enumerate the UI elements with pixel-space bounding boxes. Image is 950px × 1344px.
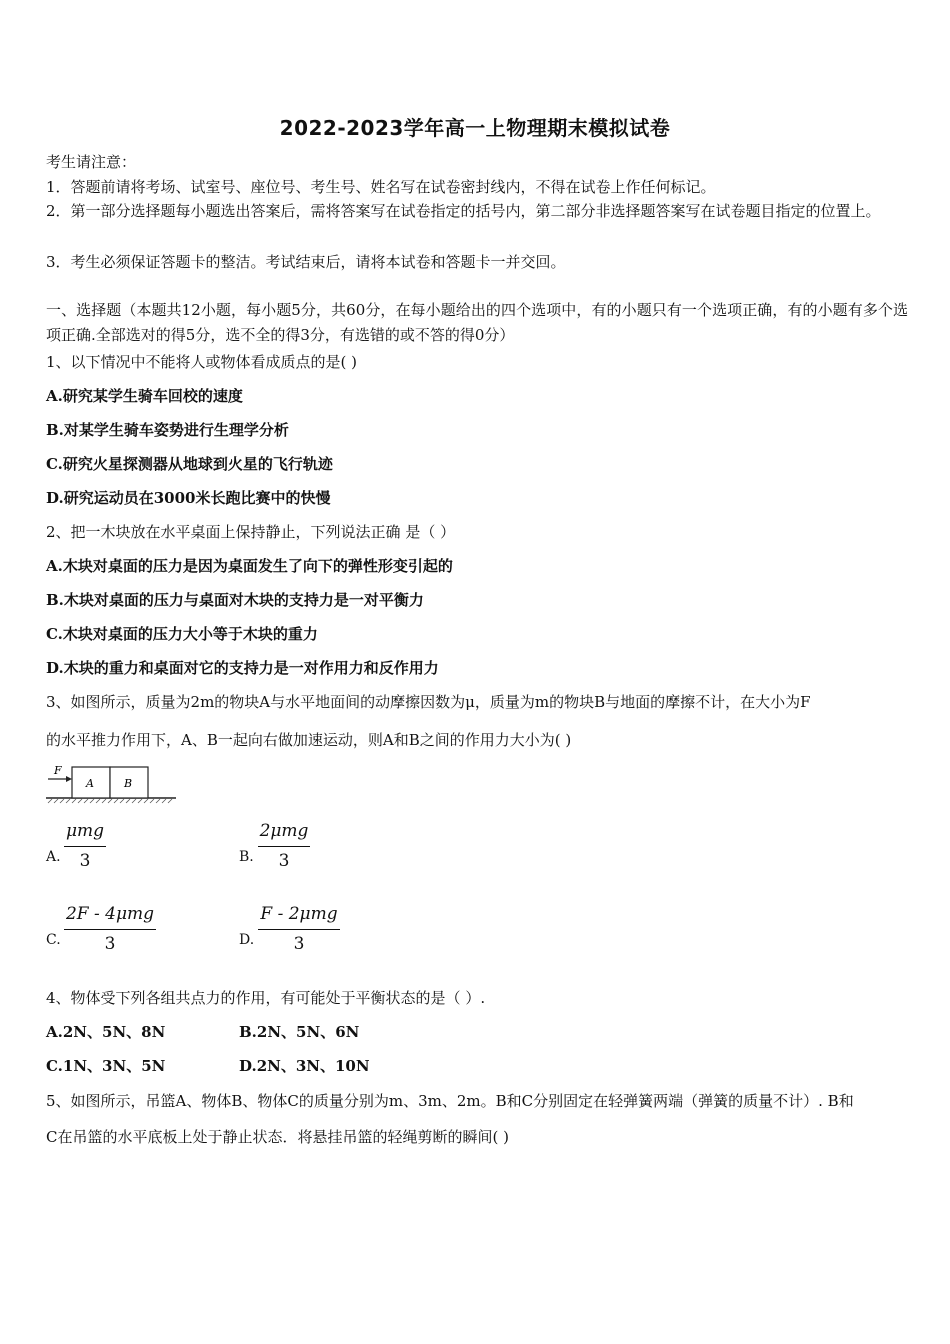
q4-option-d: D.2N、3N、10N xyxy=(239,1057,370,1075)
blocks-figure xyxy=(44,762,178,806)
section-heading: 一、选择题（本题共12小题，每小题5分，共60分，在每小题给出的四个选项中，有的小题只有一个选项正确，有的小题有多个选项正确.全部选对的得5分，选不全的得3分，有选错的或不答的得0分） xyxy=(46,301,908,344)
q2-option-d: D.木块的重力和桌面对它的支持力是一对作用力和反作用力 xyxy=(46,659,439,677)
q2-option-a: A.木块对桌面的压力是因为桌面发生了向下的弹性形变引起的 xyxy=(46,557,453,575)
q3-stem-line2: 的水平推力作用下，A、B一起向右做加速运动，则A和B之间的作用力大小为( ) xyxy=(46,731,572,749)
q2-option-b: B.木块对桌面的压力与桌面对木块的支持力是一对平衡力 xyxy=(46,591,424,609)
q3-option-c-fraction xyxy=(64,904,156,956)
notice-item-2: 2．第一部分选择题每小题选出答案后，需将答案写在试卷指定的括号内，第二部分非选择题答案写在试卷题目指定的位置上。 xyxy=(46,202,881,220)
q4-option-a: A.2N、5N、8N xyxy=(46,1023,166,1041)
q3-option-b-label: B. xyxy=(239,849,254,865)
q1-stem: 1、以下情况中不能将人或物体看成质点的是( ) xyxy=(46,353,358,371)
q3-option-a-numerator: μmg xyxy=(65,821,105,841)
q3-option-d-numerator: F - 2μmg xyxy=(260,904,338,924)
q5-stem-line2: C在吊篮的水平底板上处于静止状态．将悬挂吊篮的轻绳剪断的瞬间( ) xyxy=(46,1128,509,1146)
q3-option-d-fraction xyxy=(258,904,340,956)
q3-option-b-numerator: 2μmg xyxy=(259,821,309,841)
page-title: 2022-2023学年高一上物理期末模拟试卷 xyxy=(279,116,671,140)
q2-stem: 2、把一木块放在水平桌面上保持静止，下列说法正确 是（ ） xyxy=(46,523,456,541)
q3-option-a-label: A. xyxy=(46,849,61,865)
force-label: F xyxy=(54,764,62,777)
block-b-label: B xyxy=(124,777,133,790)
q3-option-a-fraction xyxy=(64,821,106,873)
q1-option-c: C.研究火星探测器从地球到火星的飞行轨迹 xyxy=(46,455,333,473)
q4-option-c: C.1N、3N、5N xyxy=(46,1057,166,1075)
q3-stem-line1: 3、如图所示，质量为2m的物块A与水平地面间的动摩擦因数为μ，质量为m的物块B与地面的摩擦不计，在大小为F xyxy=(46,693,811,711)
notice-item-1: 1．答题前请将考场、试室号、座位号、考生号、姓名写在试卷密封线内，不得在试卷上作任何标记。 xyxy=(46,178,716,196)
q3-option-c-denominator: 3 xyxy=(104,934,116,954)
q2-option-c: C.木块对桌面的压力大小等于木块的重力 xyxy=(46,625,318,643)
q3-option-a-denominator: 3 xyxy=(79,851,91,871)
notice-item-3: 3．考生必须保证答题卡的整洁。考试结束后，请将本试卷和答题卡一并交回。 xyxy=(46,253,566,271)
block-a-label: A xyxy=(86,777,94,790)
q3-option-b-denominator: 3 xyxy=(278,851,290,871)
q5-stem-line1: 5、如图所示，吊篮A、物体B、物体C的质量分别为m、3m、2m。B和C分别固定在轻弹簧两端（弹簧的质量不计）. B和 xyxy=(46,1092,854,1110)
q3-option-d-denominator: 3 xyxy=(293,934,305,954)
q4-stem: 4、物体受下列各组共点力的作用，有可能处于平衡状态的是（ ）. xyxy=(46,989,486,1007)
q3-option-b-fraction xyxy=(258,821,310,873)
q1-option-d: D.研究运动员在3000米长跑比赛中的快慢 xyxy=(46,489,331,507)
q1-option-a: A.研究某学生骑车回校的速度 xyxy=(46,387,243,405)
q3-option-d-label: D. xyxy=(239,932,255,948)
notice-heading: 考生请注意： xyxy=(46,153,137,171)
q3-option-c-numerator: 2F - 4μmg xyxy=(65,904,155,924)
q1-option-b: B.对某学生骑车姿势进行生理学分析 xyxy=(46,421,289,439)
q4-option-b: B.2N、5N、6N xyxy=(239,1023,360,1041)
q3-option-c-label: C. xyxy=(46,932,61,948)
